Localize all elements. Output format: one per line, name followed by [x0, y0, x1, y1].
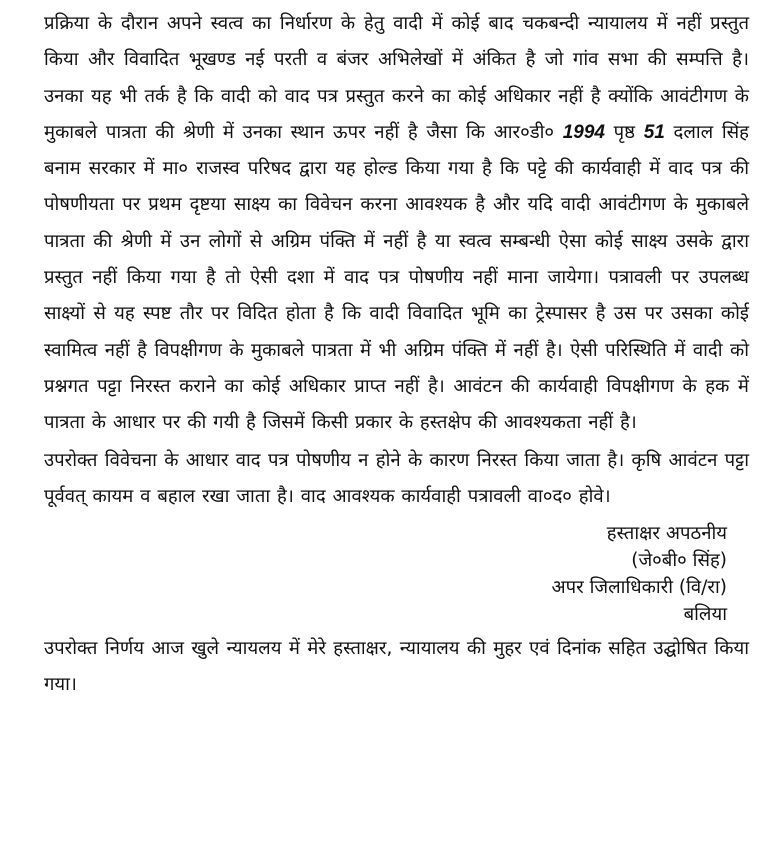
signatory-name: (जे०बी० सिंह): [631, 550, 727, 572]
judgment-paragraph-2: उपरोक्त विवेचना के आधार वाद पत्र पोषणीय न होने के कारण निरस्त किया जाता है। कृषि आवंटन पट्टा पूर्ववत् कायम व बहाल रखा जाता है। वाद आवश्यक कार्यवाही पत्रावली वा०द० होवे।: [44, 449, 749, 507]
pronouncement-paragraph: उपरोक्त निर्णय आज खुले न्यायलय में मेरे हस्ताक्षर, न्यायालय की मुहर एवं दिनांक सहित उद्घोषित किया गया।: [44, 638, 749, 696]
signature-block: [44, 520, 727, 628]
signature-status: हस्ताक्षर अपठनीय: [606, 523, 727, 545]
citation-year: 1994: [562, 121, 605, 143]
signatory-designation: अपर जिलाधिकारी (वि/रा): [551, 577, 727, 599]
judgment-paragraph-1: [44, 6, 749, 442]
para1-text-b: पृष्ठ: [605, 121, 644, 143]
para1-text-a: प्रक्रिया के दौरान अपने स्वत्व का निर्धारण के हेतु वादी में कोई बाद चकबन्दी न्यायालय में नहीं प्रस्तुत किया और विवादित भूखण्ड नई परती व बंजर अभिलेखों में अंकित है जो गांव सभा की सम्पत्ति है। उनका यह भी तर्क है कि वादी को वाद पत्र प्रस्तुत करने का कोई अधिकार नहीं है क्योंकि आवंटीगण के मुकाबले पात्रता की श्रेणी में उनका स्थान ऊपर नहीं है जैसा कि आर०डी०: [44, 13, 749, 143]
citation-page: 51: [643, 121, 665, 143]
signatory-district: बलिया: [683, 604, 727, 626]
para1-text-c: दलाल सिंह बनाम सरकार में मा० राजस्व परिषद द्वारा यह होल्ड किया गया है कि पट्टे की कार्यवाही में वाद पत्र की पोषणीयता पर प्रथम दृष्टया साक्ष्य का विवेचन करना आवश्यक है और यदि वादी आवंटीगण के मुकाबले पात्रता की श्रेणी में उन लोगों से अग्रिम पंक्ति में नहीं है या स्वत्व सम्बन्धी ऐसा कोई साक्ष्य उसके द्वारा प्रस्तुत नहीं किया गया है तो ऐसी दशा में वाद पत्र पोषणीय नहीं माना जायेगा। पत्रावली पर उपलब्ध साक्ष्यों से यह स्पष्ट तौर पर विदित होता है कि वादी विवादित भूमि का ट्रेस्पासर है उस पर उसका कोई स्वामित्व नहीं है विपक्षीगण के मुकाबले पात्रता में भी अग्रिम पंक्ति में नहीं है। ऐसी परिस्थिति में वादी को प्रश्नगत पट्टा निरस्त कराने का कोई अधिकार प्राप्त नहीं है। आवंटन की कार्यवाही विपक्षीगण के हक में पात्रता के आधार पर की गयी है जिसमें किसी प्रकार के हस्तक्षेप की आवश्यकता नहीं है।: [44, 121, 749, 434]
